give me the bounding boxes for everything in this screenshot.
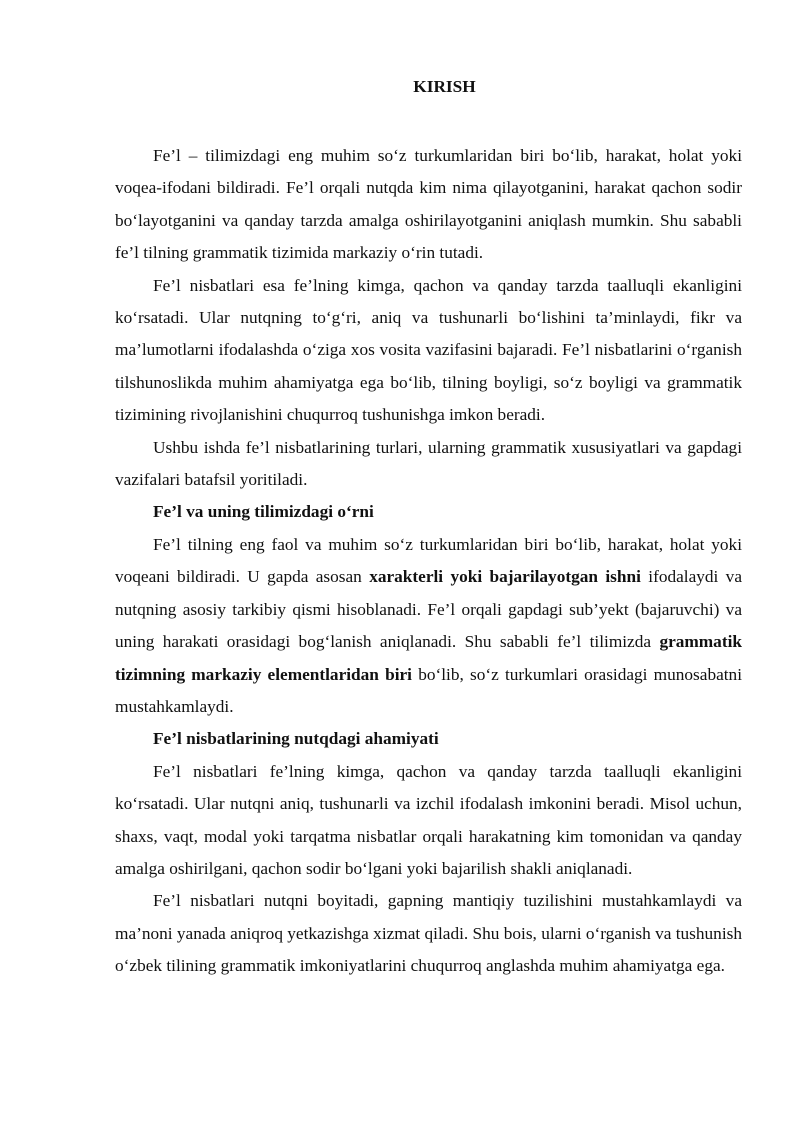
intro-paragraph-2: Fe’l nisbatlari esa fe’lning kimga, qachon va qanday tarzda taalluqli ekanligini ko‘rsatadi. Ular nutqning to‘g‘ri, aniq va tushunarli bo‘lishini ta’minlaydi, fikr va ma’lumotlarni ifodalashda o‘ziga xos vosita vazifasini bajaradi. Fe’l nisbatlarini o‘rganish tilshunoslikda muhim ahamiyatga ega bo‘lib, tilning boyligi, so‘z boyligi va grammatik tizimining rivojlanishini chuqurroq tushunishga imkon beradi. [115, 275, 742, 425]
text-run: ifodalaydi va nutqning asosiy tarkibiy qismi hisoblanadi. Fe’l orqali gapdagi sub’yekt (bajaruvchi) va uning harakati orasidagi bog‘lanish aniqlanadi. Shu sababli fe’l tilimizda [115, 567, 742, 652]
bold-phrase: xarakterli yoki bajarilayotgan ishni [369, 567, 641, 587]
section-heading-verb-role: Fe’l va uning tilimizdagi o‘rni [153, 502, 374, 522]
page-title: KIRISH [413, 77, 476, 96]
section-heading-verb-voice-importance: Fe’l nisbatlarining nutqdagi ahamiyati [153, 729, 439, 749]
intro-paragraph-3: Ushbu ishda fe’l nisbatlarining turlari, ularning grammatik xususiyatlari va gapdagi vazifalari batafsil yoritiladi. [115, 437, 742, 490]
intro-paragraph-1: Fe’l – tilimizdagi eng muhim so‘z turkumlaridan biri bo‘lib, harakat, holat yoki voqea-ifodani bildiradi. Fe’l orqali nutqda kim nima qilayotganini, harakat qachon sodir bo‘layotganini va qanday tarzda amalga oshirilayotganini aniqlash mumkin. Shu sababli fe’l tilning grammatik tizimida markaziy o‘rin tutadi. [115, 146, 742, 263]
text-run: bo‘lib, so‘z turkumlari orasidagi munosabatni mustahkamlaydi. [115, 664, 742, 716]
section2-paragraph-2: Fe’l nisbatlari nutqni boyitadi, gapning mantiqiy tuzilishini mustahkamlaydi va ma’noni yanada aniqroq yetkazishga xizmat qiladi. Shu bois, ularni o‘rganish va tushunish o‘zbek tilining grammatik imkoniyatlarini chuqurroq anglashda muhim ahamiyatga ega. [115, 891, 742, 976]
section1-paragraph [115, 529, 742, 723]
section2-paragraph-1: Fe’l nisbatlari fe’lning kimga, qachon va qanday tarzda taalluqli ekanligini ko‘rsatadi. Ular nutqni aniq, tushunarli va izchil ifodalash imkonini beradi. Misol uchun, shaxs, vaqt, modal yoki tarqatma nisbatlar orqali harakatning kim tomonidan va qanday amalga oshirilgani, qachon sodir bo‘lgani yoki bajarilish shakli aniqlanadi. [115, 761, 742, 878]
text-run: Fe’l tilning eng faol va muhim so‘z turkumlaridan biri bo‘lib, harakat, holat yoki voqeani bildiradi. U gapda asosan [115, 534, 742, 587]
bold-phrase: grammatik tizimning markaziy elementlaridan biri [115, 632, 742, 684]
